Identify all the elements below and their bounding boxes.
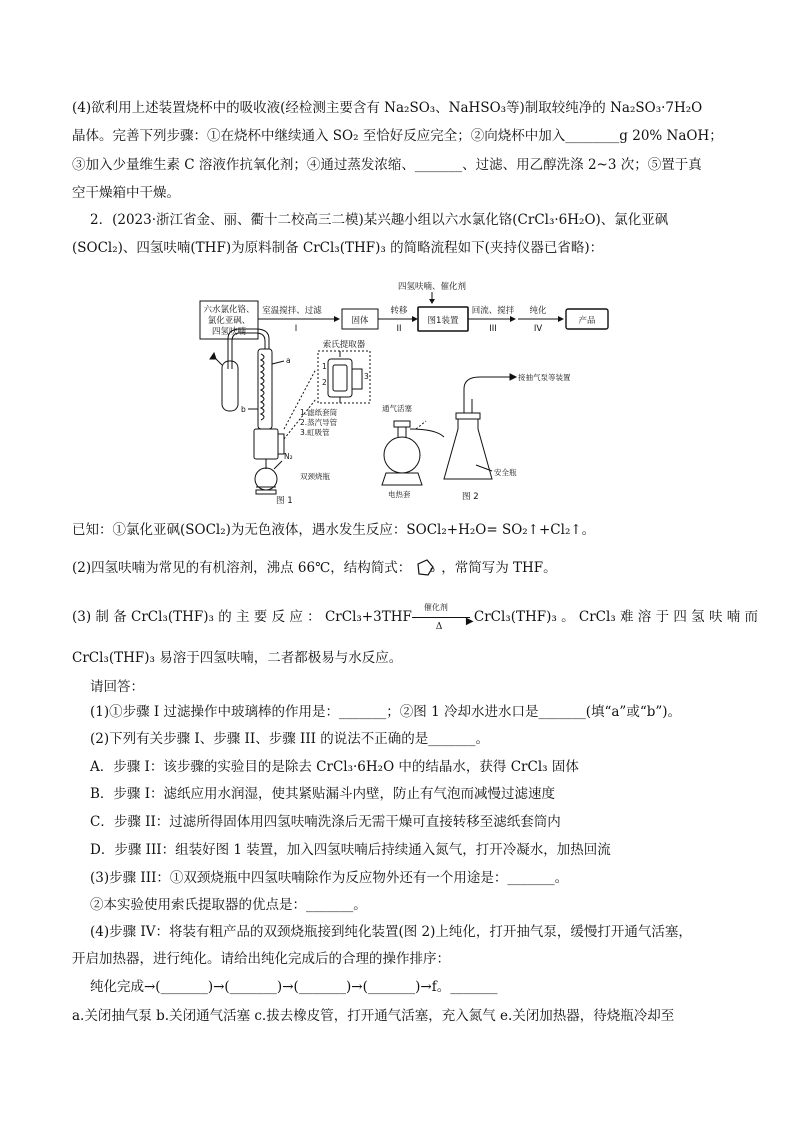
fig1-soxhlet-title: 索氏提取器: [322, 340, 366, 350]
catalyst-arrow: 催化剂 ▶ Δ: [412, 608, 474, 628]
fig1-num3: 3: [364, 372, 369, 381]
known-line2: [72, 558, 742, 578]
q1-part4-line3: ③加入少量维生素 C 溶液作抗氧化剂；④通过蒸发浓缩、_______、过滤、用乙醇洗涤 2~3 次；⑤置于真: [72, 157, 702, 173]
flow-step4-num: IV: [533, 324, 543, 334]
flow-step1-label: 室温搅拌、过滤: [262, 306, 322, 316]
flow-step3-num: III: [489, 324, 497, 334]
option-a: A．步骤 I：该步骤的实验目的是除去 CrCl₃·6H₂O 中的结晶水，获得 CrCl₃ 固体: [90, 759, 579, 775]
question-4a: (4)步骤 IV：将装有粗产品的双颈烧瓶接到纯化装置(图 2)上纯化，打开抽气泵，缓慢打开通气活塞，: [90, 924, 692, 940]
apparatus-figure: [196, 279, 616, 507]
catalyst-label: 催化剂: [423, 602, 448, 612]
q2-intro-line1: 2．(2023·浙江省金、丽、衢十二校高三二模)某兴趣小组以六水氯化铬(CrCl₃·6H₂O)、氯化亚砜: [90, 212, 669, 228]
fig1-label-a: a: [286, 356, 291, 365]
q1-part4-line4: 空干燥箱中干燥。: [72, 185, 180, 201]
q2-intro-line2: (SOCl₂)、四氢呋喃(THF)为原料制备 CrCl₃(THF)₃ 的简略流程如下(夹持仪器已省略)：: [72, 240, 604, 256]
heat-label: Δ: [435, 621, 443, 632]
flow-step4-label: 纯化: [529, 306, 547, 316]
fig1-flask: 双颈烧瓶: [300, 472, 330, 481]
question-4b: 开启加热器，进行纯化。请给出纯化完成后的合理的操作排序：: [72, 951, 450, 967]
option-b: B．步骤 I：滤纸应用水润湿，使其紧贴漏斗内壁，防止有气泡而减慢过滤速度: [90, 786, 556, 802]
question-2: (2)下列有关步骤 I、步骤 II、步骤 III 的说法不正确的是_______。: [90, 731, 490, 747]
fig1-label-n2: N₂: [284, 452, 293, 461]
flow-solid: 固体: [351, 316, 369, 326]
question-4d: a.关闭抽气泵 b.关闭通气活塞 c.拔去橡皮管，打开通气活塞，充入氮气 e.关闭加热器，待烧瓶冷却至: [72, 1008, 675, 1024]
fig1-label-b: b: [241, 405, 246, 414]
question-4c: 纯化完成→(_______)→(_______)→(_______)→(_______)→f。_______: [90, 979, 498, 995]
flow-step2-num: II: [396, 324, 402, 334]
question-1: (1)①步骤 I 过滤操作中玻璃棒的作用是：_______；②图 1 冷却水进水口是_______(填“a”或“b”)。: [90, 704, 682, 720]
flow-step2-label: 转移: [390, 306, 408, 316]
q1-part4-line2: 晶体。完善下列步骤：①在烧杯中继续通入 SO₂ 至恰好反应完全；②向烧杯中加入________g 20% NaOH；: [72, 128, 723, 144]
question-3b: ②本实验使用索氏提取器的优点是：_______。: [90, 897, 367, 913]
flow-start-line1: 六水氯化铬、: [203, 305, 255, 315]
please-answer: 请回答：: [90, 679, 144, 695]
question-3a: (3)步骤 III：①双颈烧瓶中四氢呋喃除作为反应物外还有一个用途是：_______。: [90, 870, 569, 886]
flow-top-reagent: 四氢呋喃、催化剂: [397, 282, 467, 292]
flow-step3-label: 回流、搅拌: [471, 306, 515, 316]
fig2-pump: 接抽气泵等装置: [518, 373, 571, 382]
flow-product: 产品: [578, 316, 596, 326]
flow-step1-num: I: [294, 324, 298, 334]
flow-apparatus: 图1装置: [427, 316, 459, 326]
flow-start-line2: 氯化亚砜、: [207, 316, 251, 326]
fig2-safety: 安全瓶: [494, 468, 517, 477]
thf-structure-icon: [413, 558, 439, 578]
fig2-heater: 电热套: [388, 490, 411, 499]
fig2-caption: 图 2: [462, 492, 479, 502]
q1-part4-line1: (4)欲利用上述装置烧杯中的吸收液(经检测主要含有 Na₂SO₃、NaHSO₃等)制取较纯净的 Na₂SO₃·7H₂O: [72, 100, 703, 116]
known-line4: CrCl₃(THF)₃ 易溶于四氢呋喃，二者都极易与水反应。: [72, 650, 403, 666]
fig2-stopcock: 通气活塞: [382, 404, 412, 413]
known-line2-pre: (2)四氢呋喃为常见的有机溶剂，沸点 66℃，结构简式：: [72, 560, 412, 576]
option-c: C．步骤 II：过滤所得固体用四氢呋喃洗涤后无需干燥可直接转移至滤纸套筒内: [90, 814, 561, 830]
fig1-legend3: 3.虹吸管: [300, 428, 330, 437]
flow-start-line3: 四氢呋喃: [211, 327, 247, 337]
known-line1: 已知：①氯化亚砜(SOCl₂)为无色液体，遇水发生反应：SOCl₂+H₂O= SO₂↑+Cl₂↑。: [72, 522, 596, 538]
known-line3-pre: (3) 制 备 CrCl₃(THF)₃ 的 主 要 反 应 ： CrCl₃+3THF: [72, 609, 412, 625]
option-d: D．步骤 III：组装好图 1 装置，加入四氢呋喃后持续通入氮气，打开冷凝水，加热回流: [90, 842, 611, 858]
fig1-legend2: 2.蒸汽导管: [300, 418, 338, 427]
known-line3-post: CrCl₃(THF)₃ 。 CrCl₃ 难 溶 于 四 氢 呋 喃 而: [473, 609, 759, 625]
known-line2-post: ，常简写为 THF。: [441, 560, 557, 576]
fig1-legend1: 1.滤纸套筒: [300, 408, 338, 417]
fig1-num1: 1: [322, 362, 327, 371]
svg-text:o: o: [430, 565, 436, 574]
known-line3: [72, 602, 759, 632]
fig1-num2: 2: [322, 378, 327, 387]
fig1-caption: 图 1: [276, 496, 293, 506]
